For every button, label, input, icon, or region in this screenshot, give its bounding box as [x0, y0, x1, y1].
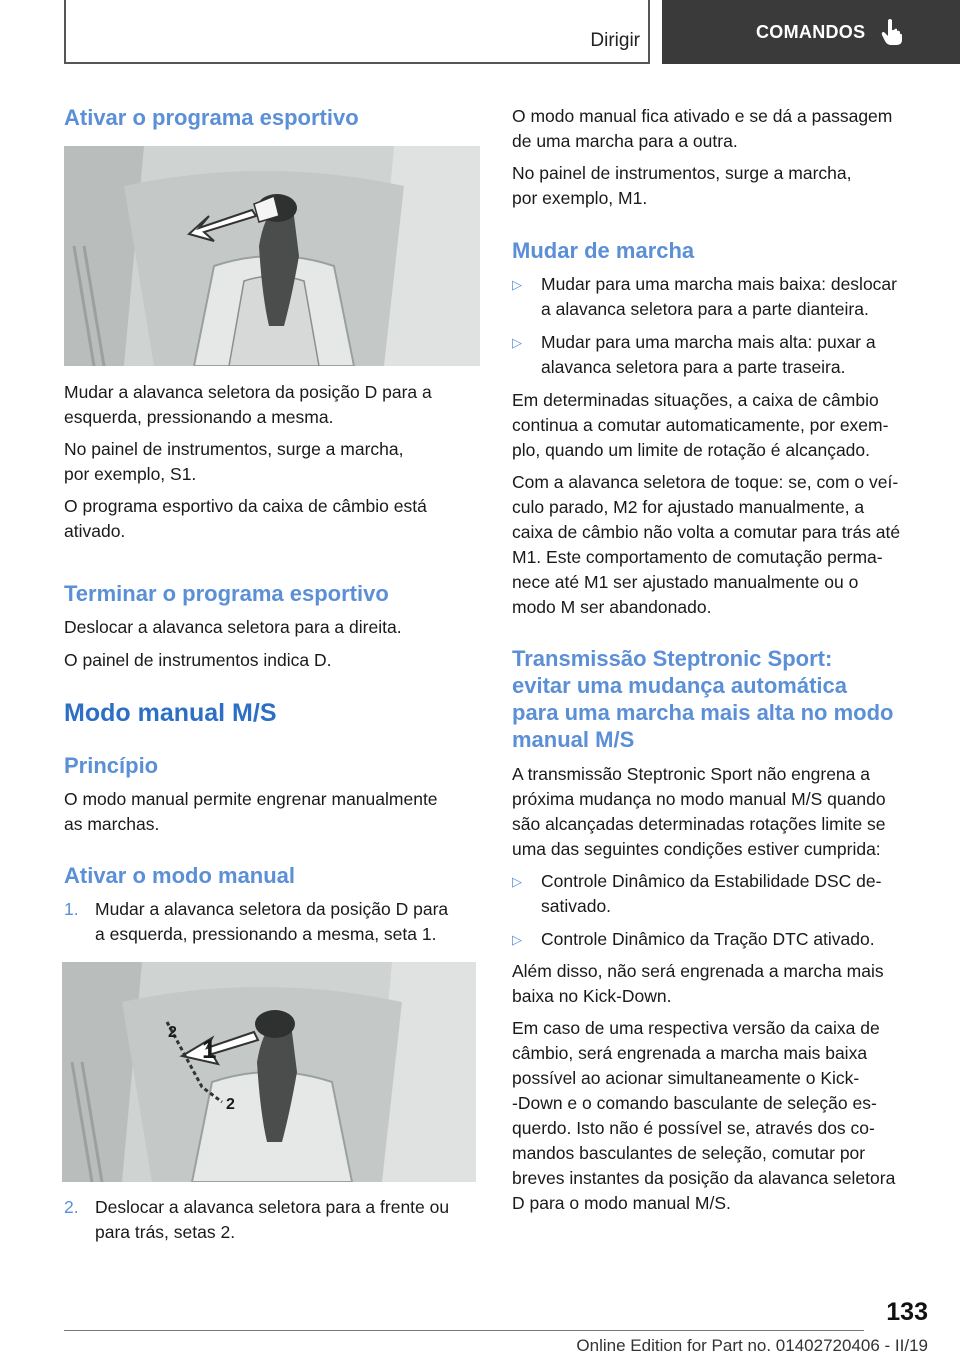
text-sport-1a: Mudar a alavanca seletora da posição D para a: [64, 382, 432, 402]
bullet-downshift: [512, 272, 928, 324]
text-r7-6: breves instantes da posição da alavanca seletora: [512, 1168, 896, 1188]
bullet-upshift: [512, 330, 928, 382]
text-r4-3: M1. Este comportamento de comutação perma-: [512, 547, 883, 567]
text-sport-2b: por exemplo, S1.: [64, 464, 197, 484]
triangle-bullet-icon: ▷: [512, 932, 522, 947]
text-r2b: por exemplo, M1.: [512, 188, 648, 208]
figure-label-1: 1: [202, 1034, 217, 1064]
bullet-downshift-a: Mudar para uma marcha mais baixa: deslocar: [541, 274, 897, 294]
page-number: 133: [886, 1298, 928, 1326]
footer-edition: Online Edition for Part no. 01402720406 - II/19: [576, 1336, 928, 1355]
text-r7-7: D para o modo manual M/S.: [512, 1193, 731, 1213]
text-r4-5: modo M ser abandonado.: [512, 597, 712, 617]
triangle-bullet-icon: ▷: [512, 874, 522, 889]
heading-shift: Mudar de marcha: [512, 238, 695, 263]
heading-manual-mode: Modo manual M/S: [64, 699, 277, 727]
step-2-line-b: para trás, setas 2.: [95, 1222, 236, 1242]
bullet-dtc: [512, 927, 928, 953]
bullet-dsc-b: sativado.: [541, 896, 612, 916]
text-principle-a: O modo manual permite engrenar manualmente: [64, 789, 438, 809]
text-r3-1: continua a comutar automaticamente, por exem-: [512, 415, 889, 435]
heading-manual-on: Ativar o modo manual: [64, 863, 296, 888]
header-bottom-rule: [64, 62, 650, 64]
heading-steptronic-3: manual M/S: [512, 727, 635, 752]
heading-steptronic-0: Transmissão Steptronic Sport:: [512, 646, 833, 671]
step-1-line-b: a esquerda, pressionando a mesma, seta 1.: [95, 924, 437, 944]
bullet-dsc: [512, 869, 928, 921]
step-1-line-a: Mudar a alavanca seletora da posição D para: [95, 899, 449, 919]
text-r7-3: -Down e o comando basculante de seleção es-: [512, 1093, 877, 1113]
text-r3-2: plo, quando um limite de rotação é alcançado.: [512, 440, 871, 460]
text-principle-b: as marchas.: [64, 814, 160, 834]
step-1-number: 1.: [64, 899, 79, 919]
heading-steptronic-2: para uma marcha mais alta no modo: [512, 700, 894, 725]
heading-principle: Princípio: [64, 753, 159, 778]
header-chapter-title: COMANDOS: [756, 21, 866, 42]
text-r4-0: Com a alavanca seletora de toque: se, com o veí-: [512, 472, 899, 492]
step-2-number: 2.: [64, 1197, 79, 1217]
text-off-1: Deslocar a alavanca seletora para a direita.: [64, 617, 402, 637]
text-r5-2: são alcançadas determinadas rotações limite se: [512, 814, 886, 834]
text-r4-4: nece até M1 ser ajustado manualmente ou o: [512, 572, 859, 592]
text-r7-5: mandos basculantes de seleção, comutar por: [512, 1143, 866, 1163]
bullet-dtc-text: Controle Dinâmico da Tração DTC ativado.: [541, 929, 875, 949]
figure-label-2-bottom: 2: [226, 1096, 235, 1113]
step-1: [64, 897, 482, 949]
text-off-2: O painel de instrumentos indica D.: [64, 650, 332, 670]
text-r4-1: culo parado, M2 for ajustado manualmente, a: [512, 497, 865, 517]
text-r7-2: possível ao acionar simultaneamente o Kick-: [512, 1068, 860, 1088]
header-chapter-tab: [662, 0, 960, 64]
figure-gear-selector-sport: [64, 146, 480, 366]
bullet-dsc-a: Controle Dinâmico da Estabilidade DSC de-: [541, 871, 882, 891]
footer-rule: [64, 1330, 864, 1331]
text-r4-2: caixa de câmbio não volta a comutar para trás até: [512, 522, 901, 542]
text-r7-1: câmbio, será engrenada a marcha mais baixa: [512, 1043, 868, 1063]
text-r5-1: próxima mudança no modo manual M/S quando: [512, 789, 886, 809]
text-r6-0: Além disso, não será engrenada a marcha mais: [512, 961, 884, 981]
text-r1b: de uma marcha para a outra.: [512, 131, 738, 151]
text-r6-1: baixa no Kick-Down.: [512, 986, 672, 1006]
text-r3-0: Em determinadas situações, a caixa de câmbio: [512, 390, 879, 410]
triangle-bullet-icon: ▷: [512, 277, 522, 292]
bullet-upshift-a: Mudar para uma marcha mais alta: puxar a: [541, 332, 876, 352]
text-sport-2a: No painel de instrumentos, surge a marcha,: [64, 439, 404, 459]
text-sport-1b: esquerda, pressionando a mesma.: [64, 407, 334, 427]
bullet-downshift-b: a alavanca seletora para a parte dianteira.: [541, 299, 869, 319]
figure-label-2-top: 2: [168, 1024, 177, 1041]
header-separator: [648, 0, 650, 64]
heading-steptronic-1: evitar uma mudança automática: [512, 673, 848, 698]
step-2: [64, 1195, 482, 1247]
text-r2a: No painel de instrumentos, surge a marcha,: [512, 163, 852, 183]
text-r5-3: uma das seguintes condições estiver cumprida:: [512, 839, 881, 859]
text-sport-3a: O programa esportivo da caixa de câmbio está: [64, 496, 427, 516]
step-2-line-a: Deslocar a alavanca seletora para a frente ou: [95, 1197, 450, 1217]
bullet-upshift-b: alavanca seletora para a parte traseira.: [541, 357, 846, 377]
text-r5-0: A transmissão Steptronic Sport não engrena a: [512, 764, 870, 784]
header-section-title: Dirigir: [590, 30, 640, 51]
heading-sport-on: Ativar o programa esportivo: [64, 105, 359, 130]
heading-sport-off: Terminar o programa esportivo: [64, 581, 389, 606]
triangle-bullet-icon: ▷: [512, 335, 522, 350]
figure-gear-selector-manual: [62, 962, 476, 1182]
pointing-hand-icon: [881, 18, 903, 46]
text-r1a: O modo manual fica ativado e se dá a passagem: [512, 106, 893, 126]
text-r7-4: querdo. Isto não é possível se, através dos co-: [512, 1118, 875, 1138]
header-left-rule: [64, 0, 66, 64]
text-sport-3b: ativado.: [64, 521, 126, 541]
text-r7-0: Em caso de uma respectiva versão da caixa de: [512, 1018, 880, 1038]
